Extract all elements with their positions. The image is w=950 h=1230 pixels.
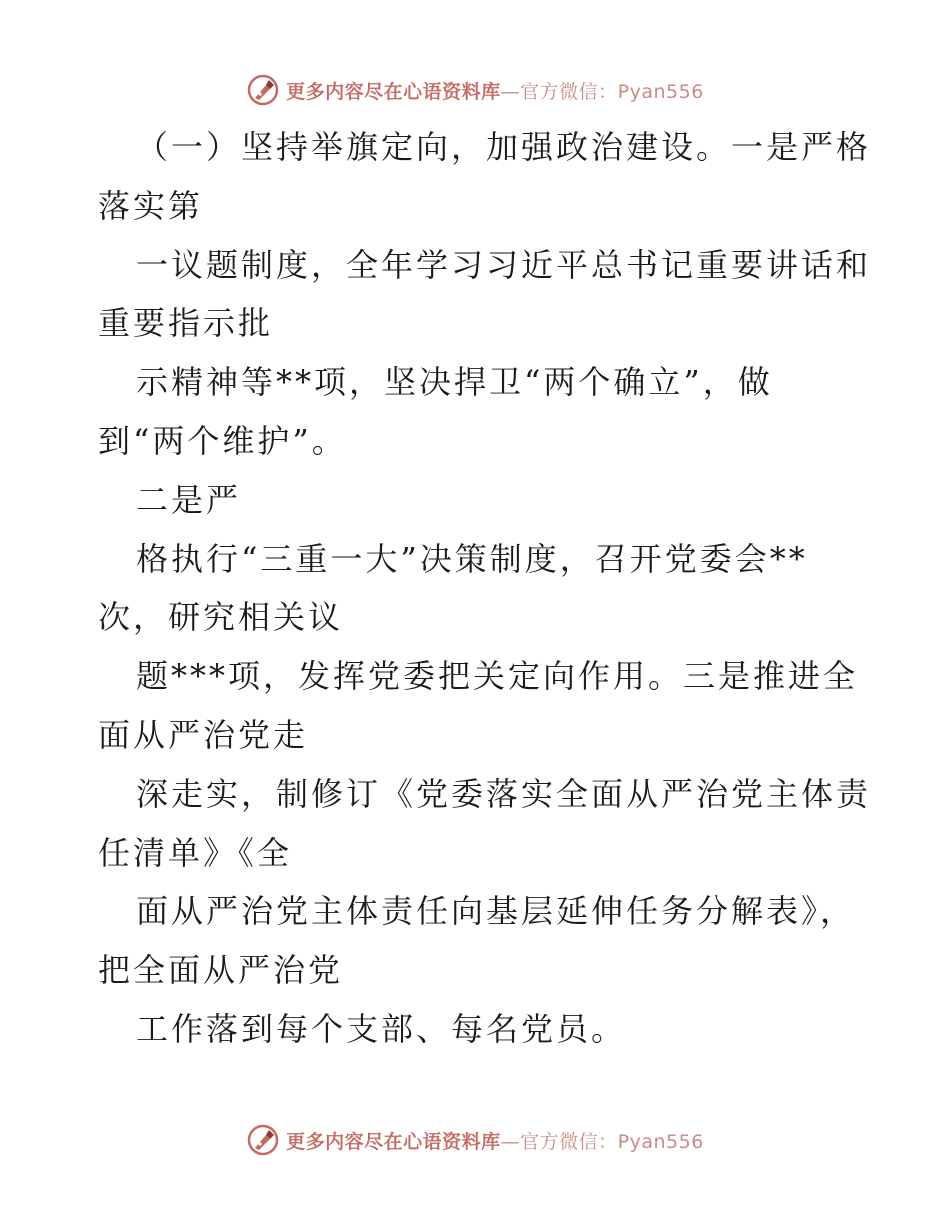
watermark-separator: — [500,1130,521,1153]
body-text-line: 示精神等**项，坚决捍卫“两个确立”，做 [136,363,773,402]
watermark-brand: 更多内容尽在心语资料库 [286,1130,501,1153]
body-text-line: 一议题制度，全年学习习近平总书记重要讲话和 [136,245,872,284]
watermark-contact: 官方微信：Pyan556 [520,1130,704,1153]
body-text-line: 工作落到每个支部、每名党员。 [136,1009,627,1048]
watermark-separator: — [500,80,521,103]
body-text-line: 题***项，发挥党委把关定向作用。三是推进全 [136,657,859,696]
body-text-line: 格执行“三重一大”决策制度，召开党委会** [136,539,808,578]
document-body [98,118,872,1059]
watermark-contact: 官方微信：Pyan556 [520,80,704,103]
body-text-line: 落实第 [98,186,204,225]
body-text-line: （一）坚持举旗定向，加强政治建设。一是严格 [136,128,872,166]
body-text-line: 深走实，制修订《党委落实全面从严治党主体责 [136,774,872,813]
body-text-line: 任清单》《全 [98,833,293,872]
watermark-text [286,77,704,104]
watermark-text [286,1127,704,1154]
body-text-line: 面从严治党主体责任向基层延伸任务分解表》， [136,892,856,931]
body-text-line: 次，研究相关议 [98,598,344,637]
body-text-line: 到“两个维护”。 [98,421,347,460]
body-text-line: 面从严治党走 [98,715,309,754]
body-text-line: 二是严 [136,480,242,519]
footer-watermark [0,1120,950,1160]
watermark-brand: 更多内容尽在心语资料库 [286,80,501,103]
body-text-line: 把全面从严治党 [98,951,344,990]
pen-nib-logo-icon [246,73,280,107]
body-text-line: 重要指示批 [98,304,274,343]
header-watermark [0,70,950,110]
pen-nib-logo-icon [246,1123,280,1157]
